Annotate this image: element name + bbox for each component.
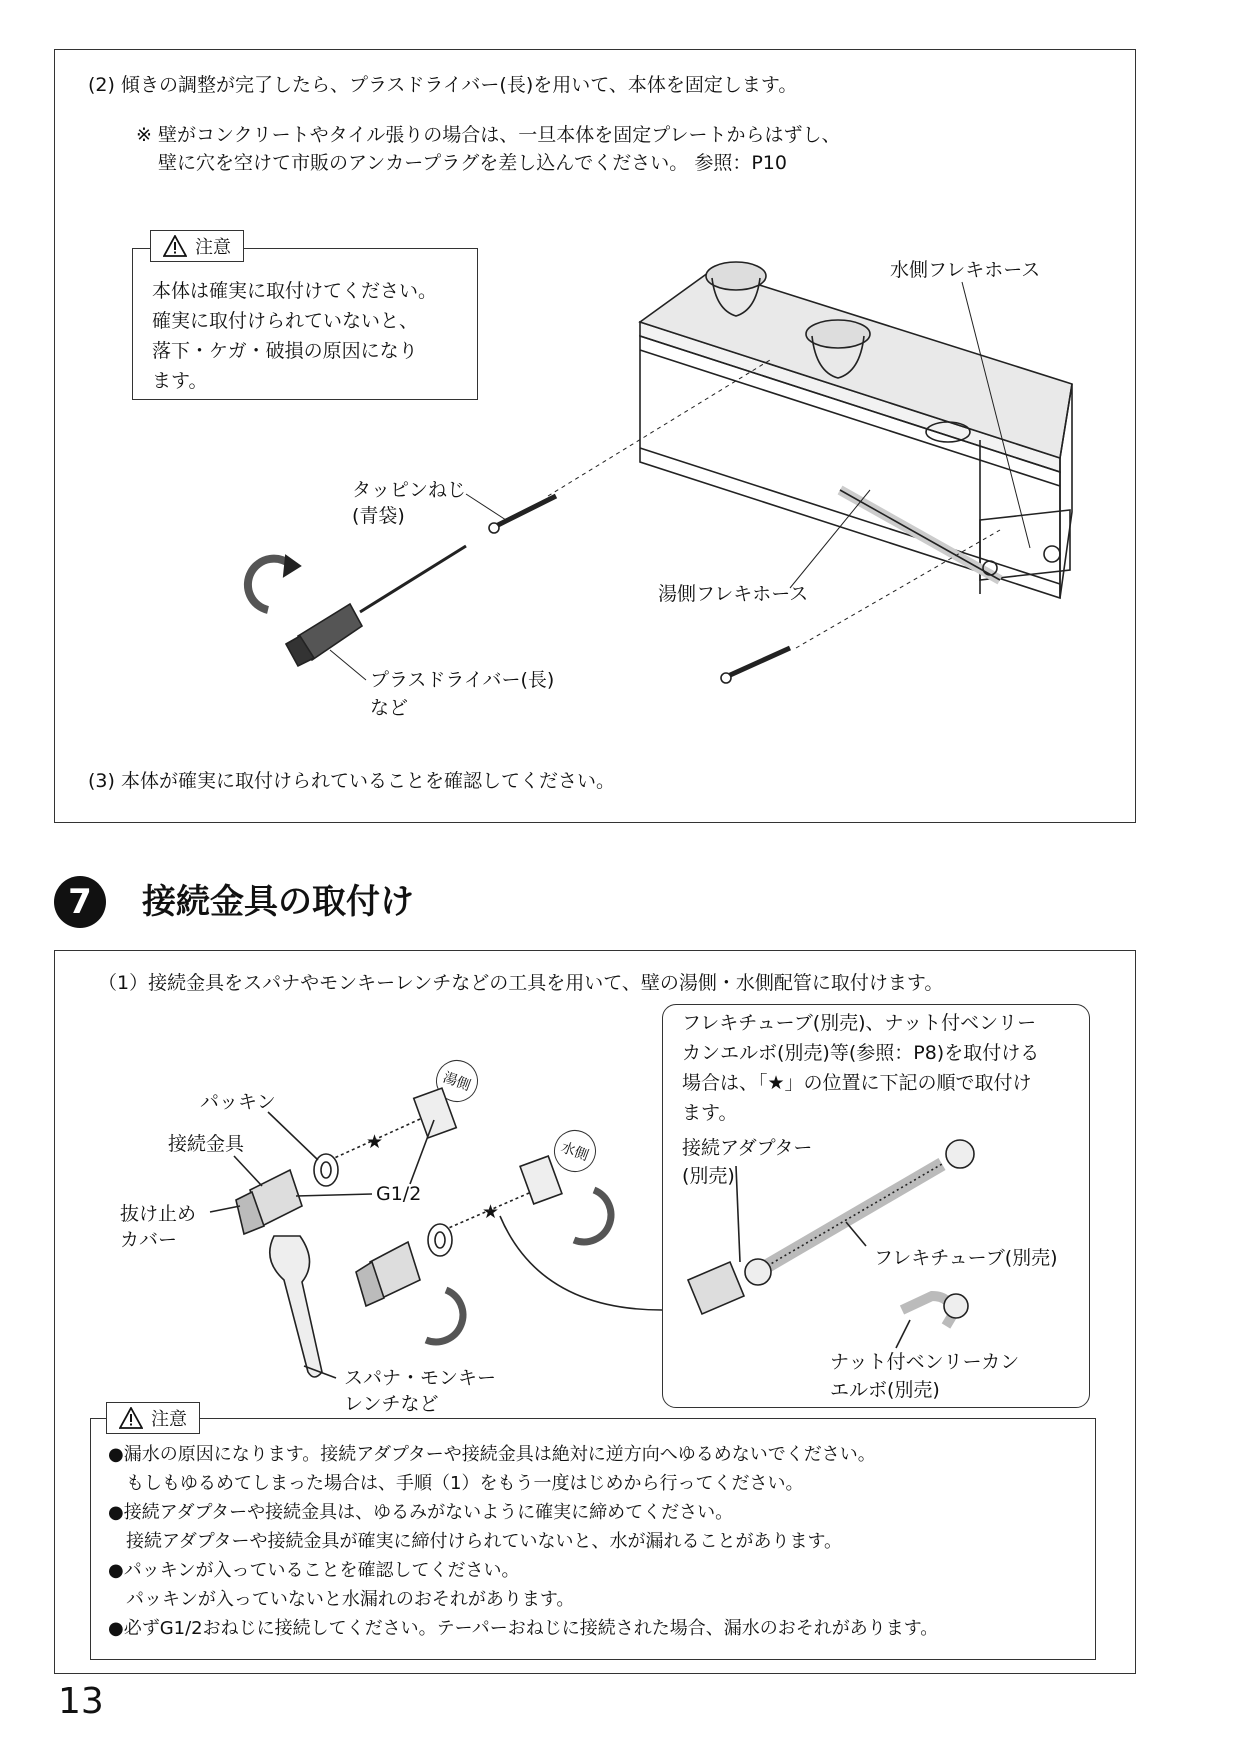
label-packing: パッキン xyxy=(200,1091,276,1113)
callout-line: ます。 xyxy=(682,1102,738,1124)
caution-line: ●必ずG1/2おねじに接続してください。テーパーおねじに接続された場合、漏水のおそれがあります。 xyxy=(108,1618,939,1639)
caution-header-bottom xyxy=(106,1402,200,1434)
caution-line: もしもゆるめてしまった場合は、手順（1）をもう一度はじめから行ってください。 xyxy=(108,1473,804,1494)
star-marker-hot: ★ xyxy=(366,1131,384,1153)
caution-title: 注意 xyxy=(195,237,231,258)
step2-text: (2) 傾きの調整が完了したら、プラスドライバー(長)を用いて、本体を固定します。 xyxy=(88,74,798,96)
label-adapter-sold: (別売) xyxy=(682,1165,735,1187)
label-hot-hose: 湯側フレキホース xyxy=(658,583,809,605)
caution-line: 確実に取付けられていないと、 xyxy=(152,310,419,332)
label-thread: G1/2 xyxy=(376,1183,422,1205)
label-spanner: スパナ・モンキー xyxy=(344,1367,497,1389)
label-fitting: 接続金具 xyxy=(168,1133,245,1155)
label-driver-etc: など xyxy=(370,697,409,719)
warning-icon xyxy=(119,1407,143,1429)
section-title: 接続金具の取付け xyxy=(142,882,414,922)
step1-text: （1）接続金具をスパナやモンキーレンチなどの工具を用いて、壁の湯側・水側配管に取付けます。 xyxy=(98,972,944,994)
label-spanner-2: レンチなど xyxy=(344,1393,439,1415)
step3-text: (3) 本体が確実に取付けられていることを確認してください。 xyxy=(88,770,615,792)
caution-line: 接続アダプターや接続金具が確実に締付けられていないと、水が漏れることがあります。 xyxy=(108,1531,843,1552)
label-water-hose: 水側フレキホース xyxy=(890,259,1041,281)
label-elbow-sold: エルボ(別売) xyxy=(830,1379,940,1401)
label-cover: 抜け止め xyxy=(120,1203,197,1225)
label-flex-tube: フレキチューブ(別売) xyxy=(874,1247,1058,1269)
note-line-2: 壁に穴を空けて市販のアンカープラグを差し込んでください。 参照：P10 xyxy=(158,152,787,174)
caution-line: パッキンが入っていないと水漏れのおそれがあります。 xyxy=(108,1589,575,1610)
caution-line: ます。 xyxy=(152,370,208,392)
note-line-1: ※ 壁がコンクリートやタイル張りの場合は、一旦本体を固定プレートからはずし、 xyxy=(136,124,841,146)
caution-line: ●パッキンが入っていることを確認してください。 xyxy=(108,1560,520,1581)
label-screw-bag: (青袋) xyxy=(352,505,405,527)
label-driver: プラスドライバー(長) xyxy=(370,669,555,691)
caution-line: 落下・ケガ・破損の原因になり xyxy=(152,340,418,362)
caution-text-bottom xyxy=(108,1440,938,1643)
callout-line: 場合は、「★」の位置に下記の順で取付け xyxy=(682,1072,1032,1094)
caution-title: 注意 xyxy=(151,1409,187,1430)
section-number-badge: 7 xyxy=(54,876,106,928)
hot-side-tag: 湯側 xyxy=(430,1054,484,1108)
caution-line: 本体は確実に取付けてください。 xyxy=(152,280,438,302)
label-cover-2: カバー xyxy=(120,1229,178,1251)
label-elbow: ナット付ベンリーカン xyxy=(830,1351,1020,1373)
label-adapter: 接続アダプター xyxy=(682,1137,813,1159)
caution-line: ●接続アダプターや接続金具は、ゆるみがないように確実に締めてください。 xyxy=(108,1502,734,1523)
callout-line: フレキチューブ(別売)、ナット付ベンリー xyxy=(682,1012,1037,1034)
label-screw: タッピンねじ xyxy=(352,479,467,501)
star-marker-cold: ★ xyxy=(482,1201,500,1223)
page-number: 13 xyxy=(58,1681,104,1722)
cold-side-tag: 水側 xyxy=(548,1124,602,1178)
caution-line: ●漏水の原因になります。接続アダプターや接続金具は絶対に逆方向へゆるめないでください。 xyxy=(108,1444,876,1465)
callout-line: カンエルボ(別売)等(参照：P8)を取付ける xyxy=(682,1042,1040,1064)
